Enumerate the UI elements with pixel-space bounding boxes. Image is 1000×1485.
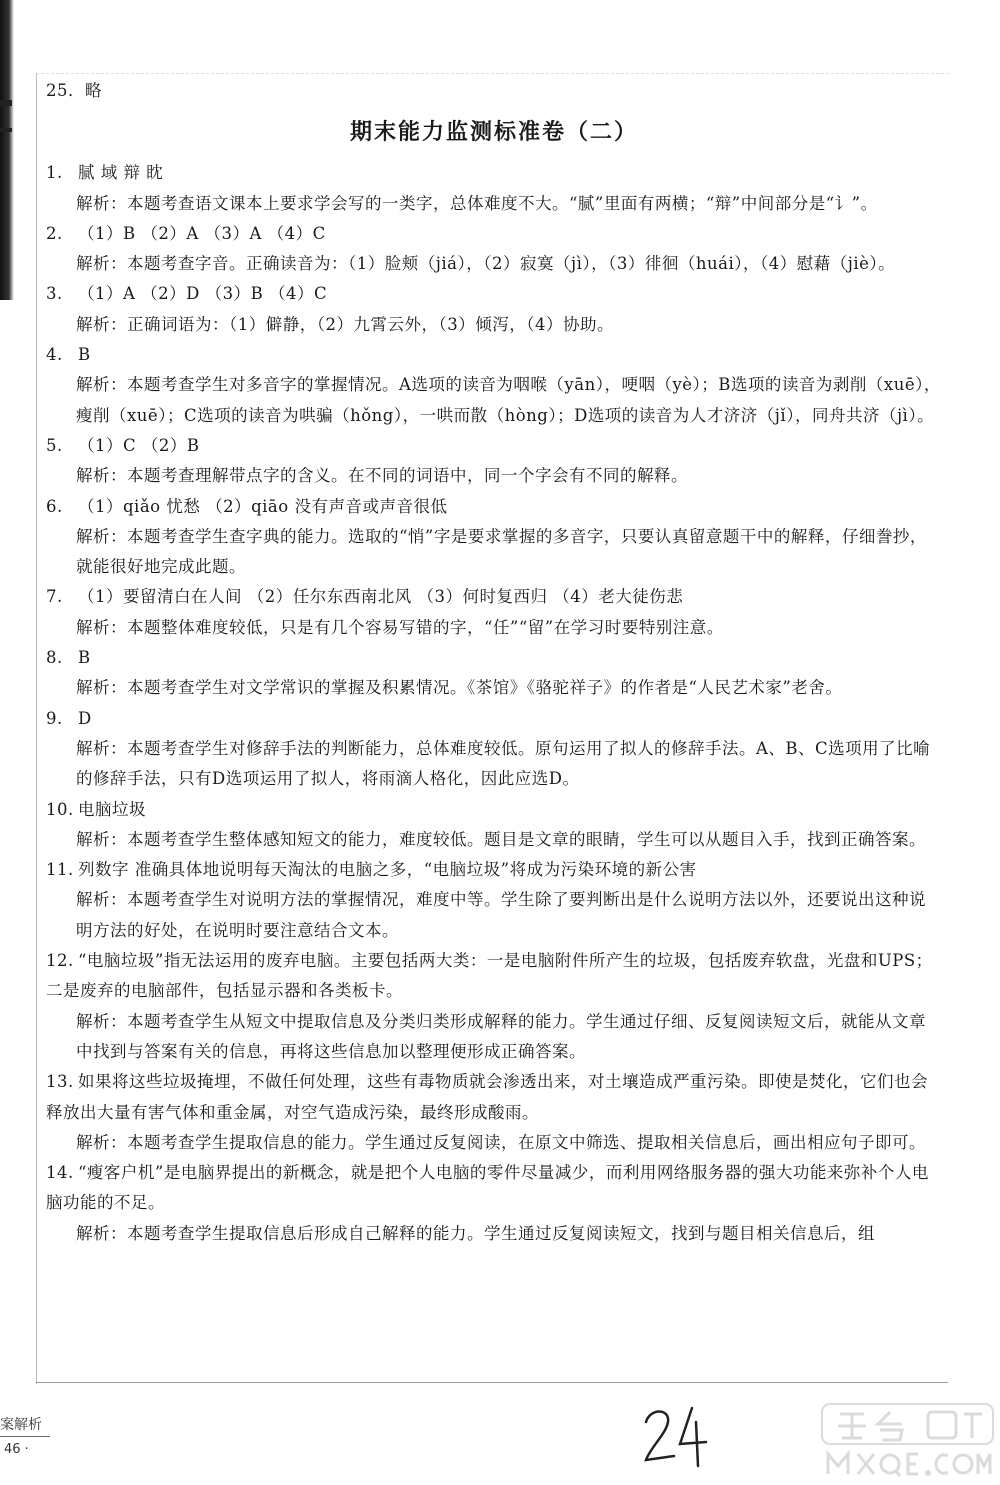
answer-item [46, 946, 942, 1007]
answer-item [46, 704, 942, 734]
item-number: 8. [46, 648, 63, 668]
item-analysis: 解析：本题考查学生提取信息的能力。学生通过反复阅读，在原文中筛选、提取相关信息后，画出相应句子即可。 [76, 1132, 926, 1152]
item-answer: （1）A （2）D （3）B （4）C [78, 284, 328, 304]
answer-item [46, 1158, 942, 1219]
item-number: 2. [46, 223, 63, 243]
item-analysis: 解析：本题考查理解带点字的含义。在不同的词语中，同一个字会有不同的解释。 [76, 466, 688, 486]
item-analysis: 解析：本题考查学生查字典的能力。选取的“悄”字是要求掌握的多音字，只要认真留意题干中的解释，仔细誊抄，就能很好地完成此题。 [76, 526, 927, 577]
item-number: 3. [46, 284, 63, 304]
answer-sheet [46, 76, 942, 1249]
item-number: 11. [46, 860, 74, 880]
page-bottom-rule [36, 1382, 948, 1383]
answer-item [46, 643, 942, 673]
item-number: 5. [46, 435, 63, 455]
answer-item [46, 158, 942, 188]
item-answer: （1）C （2）B [78, 435, 200, 455]
item-answer: 电脑垃圾 [78, 799, 146, 819]
item-number: 10. [46, 799, 74, 819]
footer-rule [0, 1436, 50, 1437]
item-answer: B [78, 648, 91, 668]
scan-mark [0, 128, 12, 132]
scan-edge [0, 0, 14, 300]
footer-section-label: 案解析 [0, 1417, 42, 1433]
item-number: 7. [46, 587, 63, 607]
answer-item [46, 795, 942, 825]
item-analysis: 解析：本题整体难度较低，只是有几个容易写错的字，“任”“留”在学习时要特别注意。 [76, 617, 724, 637]
scan-mark [0, 100, 12, 106]
item-answer: （1）B （2）A （3）A （4）C [78, 223, 326, 243]
answer-item [46, 492, 942, 522]
handwritten-page-number [640, 1400, 710, 1470]
item-analysis: 解析：本题考查学生对修辞手法的判断能力，总体难度较低。原句运用了拟人的修辞手法。A、B、C选项用了比喻的修辞手法，只有D选项运用了拟人，将雨滴人格化，因此应选D。 [76, 738, 931, 789]
item-answer: 如果将这些垃圾掩埋，不做任何处理，这些有毒物质就会渗透出来，对土壤造成严重污染。即使是焚化，它们也会释放出大量有害气体和重金属，对空气造成污染，最终形成酸雨。 [46, 1072, 928, 1122]
item-analysis: 解析：本题考查学生整体感知短文的能力，难度较低。题目是文章的眼睛，学生可以从题目入手，找到正确答案。 [76, 829, 926, 849]
answer-item [46, 1067, 942, 1128]
item-number: 1. [46, 163, 63, 183]
answer-item [46, 855, 942, 885]
answer-item [46, 582, 942, 612]
item-answer: D [78, 708, 92, 728]
item-answer: B [78, 345, 91, 365]
item-answer: “瘦客户机”是电脑界提出的新概念，就是把个人电脑的零件尽量减少，而利用网络服务器的强大功能来弥补个人电脑功能的不足。 [46, 1163, 929, 1213]
page-title: 期末能力监测标准卷（二） [349, 119, 638, 146]
item-analysis: 解析：本题考查语文课本上要求学会写的一类字，总体难度不大。“腻”里面有两横；“辩”中间部分是“讠”。 [76, 193, 878, 213]
item-number: 12. [46, 951, 74, 971]
item-number: 4. [46, 345, 63, 365]
item-answer: （1）qiǎo 忧愁 （2）qiāo 没有声音或声音很低 [78, 496, 448, 516]
answer-item [46, 219, 942, 249]
item-number: 6. [46, 496, 63, 516]
item-analysis: 解析：本题考查学生对说明方法的掌握情况，难度中等。学生除了要判断出是什么说明方法以外，还要说出这种说明方法的好处，在说明时要注意结合文本。 [76, 890, 926, 940]
item-answer: 列数字 准确具体地说明每天淘汰的电脑之多，“电脑垃圾”将成为污染环境的新公害 [78, 860, 697, 880]
item-answer: 腻 域 辩 眈 [78, 163, 164, 183]
item-number: 13. [46, 1072, 74, 1092]
item-number: 14. [46, 1163, 74, 1183]
item-analysis: 解析：正确词语为：（1）僻静，（2）九霄云外，（3）倾泻，（4）协助。 [76, 314, 614, 334]
answer-item [46, 279, 942, 309]
item-analysis: 解析：本题考查学生提取信息后形成自己解释的能力。学生通过反复阅读短文，找到与题目相关信息后，组 [76, 1223, 875, 1243]
item-analysis: 解析：本题考查学生从短文中提取信息及分类归类形成解释的能力。学生通过仔细、反复阅读短文后，就能从文章中找到与答案有关的信息，再将这些信息加以整理便形成正确答案。 [76, 1011, 926, 1061]
item-analysis: 解析：本题考查学生对多音字的掌握情况。A选项的读音为咽喉（yān），哽咽（yè）；B选项的读音为剥削（xuē），瘦削（xuē）；C选项的读音为哄骗（hǒng），一哄而散（hòng）；D选项的读音为人才济济（jǐ），同舟共济（jì）。 [76, 375, 941, 425]
item-answer: （1）要留清白在人间 （2）任尔东西南北风 （3）何时复西归 （4）老大徒伤悲 [78, 587, 684, 607]
answer-item [46, 431, 942, 461]
answer-list [46, 158, 942, 1249]
watermark-logo [820, 1400, 995, 1480]
item-analysis: 解析：本题考查字音。正确读音为：（1）脸颊（jiá），（2）寂寞（jì），（3）徘徊（huái），（4）慰藉（jiè）。 [76, 254, 896, 274]
item-answer: “电脑垃圾”指无法运用的废弃电脑。主要包括两大类：一是电脑附件所产生的垃圾，包括废弃软盘，光盘和UPS；二是废弃的电脑部件，包括显示器和各类板卡。 [46, 951, 933, 1001]
answer-item [46, 340, 942, 370]
previous-answer: 25．略 [46, 81, 102, 100]
item-number: 9. [46, 708, 63, 728]
item-analysis: 解析：本题考查学生对文学常识的掌握及积累情况。《茶馆》《骆驼祥子》的作者是“人民艺术家”老舍。 [76, 678, 843, 698]
page-number: 46 · [4, 1442, 29, 1457]
